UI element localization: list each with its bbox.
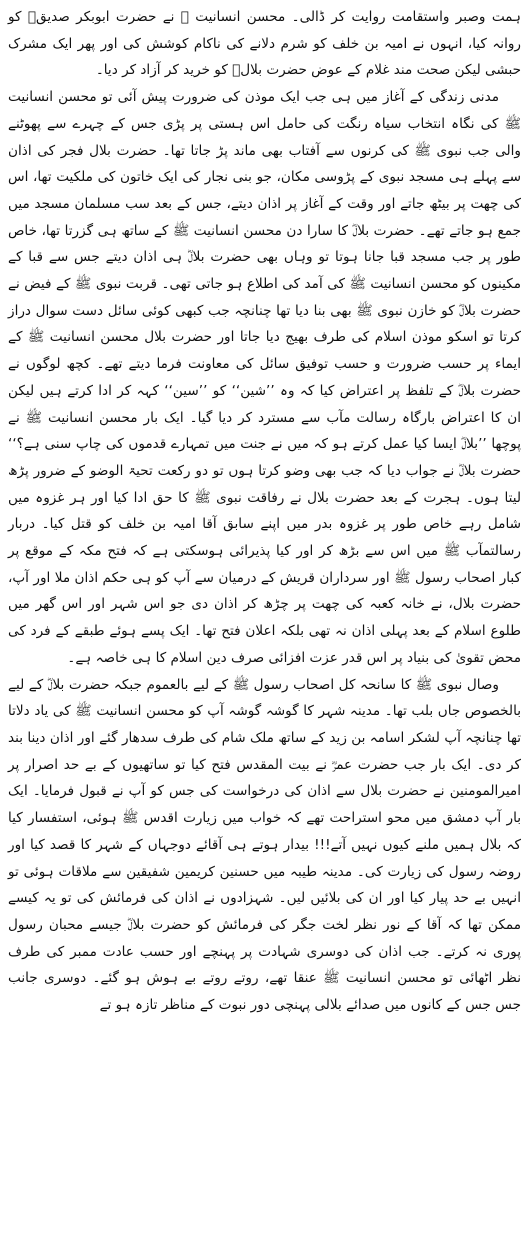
paragraph-1: ہمت وصبر واستقامت روایت کر ڈالی۔ محسن انسانیت ﷺ نے حضرت ابوبکر صدیقؓ کو روانہ کیا، انہوں نے امیہ بن خلف کو شرم دلانے کی ناکام کوشش کی اور پھر ایک مشرک حبشی لیکن صحت مند غلام کے عوض حضرت بلالؓ کو خرید کر آزاد کر دیا۔ — [8, 9, 521, 79]
paragraph-3: وصال نبوی ﷺ کا سانحہ کل اصحاب رسول ﷺ کے لیے بالعموم جبکہ حضرت بلالؓ کے لیے بالخصوص جاں بلب تھا۔ مدینہ شہر کا گوشہ گوشہ آپ کو محسن انسانیت ﷺ کی یاد دلاتا تھا چنانچہ آپ لشکر اسامہ بن زید کے ساتھ ملک شام کی طرف سدھار گئے اور اذان دینا بند کر دی۔ ایک بار جب حضرت عمرؓ نے بیت المقدس فتح کیا تو ساتھیوں کے بے حد اصرار پر امیرالمومنین نے حضرت بلال سے اذان کی درخواست کی جس کو آپ نے قبول فرمایا۔ ایک بار آپ دمشق میں محو استراحت تھے کہ خواب میں زیارت اقدس ﷺ ہوئی، استفسار کیا کہ بلال ہمیں ملنے کیوں نہیں آتے!!! بیدار ہوتے ہی آقائے دوجہاں کے شہر کا قصد کیا اور روضہ رسول کی زیارت کی۔ مدینہ طیبہ میں حسنین کریمین شفیقین سے ملاقات ہوئی تو انہیں بے حد پیار کیا اور ان کی بلائیں لیں۔ شہزادوں نے اذان کی فرمائش کی تو یہ کیسے ممکن تھا کہ آقا کے نور نظر لخت جگر کی فرمائش کو حضرت بلالؓ جیسے محبان رسول پوری نہ کرتے۔ جب اذان کی دوسری شہادت پر پہنچے اور حسب عادت ممبر کی طرف نظر اٹھائی تو محسن انسانیت ﷺ عنقا تھے، روتے روتے بے ہوش ہو گئے۔ دوسری جانب جس جس کے کانوں میں صدائے بلالی پہنچی دور نبوت کے مناظر تازہ ہو تے — [8, 676, 521, 1014]
paragraph-2: مدنی زندگی کے آغاز میں ہی جب ایک موذن کی ضرورت پیش آئی تو محسن انسانیت ﷺ کی نگاہ انتخاب سیاہ رنگت کی حامل اس ہستی پر پڑی جس کے چہرے سے پھوٹنے والی جب نبوی ﷺ کی کرنوں سے آفتاب بھی ماند پڑ جاتا تھا۔ حضرت بلال فجر کی اذان سے پہلے ہی مسجد نبوی کے پڑوسی مکان، جو بنی نجار کی ایک خاتون کی ملکیت تھا، اس کی چھت پر بیٹھ جاتے اور وقت کے آغاز پر اذان دیتے، جس کے بعد سب مسلمان مسجد میں جمع ہو جاتے تھے۔ حضرت بلالؓ کا سارا دن محسن انسانیت ﷺ کے ساتھ ہی گزرتا تھا، خاص طور پر جب مسجد قبا جانا ہوتا تو وہاں بھی حضرت بلالؓ ہی اذان دیتے جس سے قبا کے مکینوں کو محسن انسانیت ﷺ کی آمد کی اطلاع ہو جاتی تھی۔ قربت نبوی ﷺ کے فیض نے حضرت بلالؓ کو خازن نبوی ﷺ بھی بنا دیا تھا چنانچہ جب کبھی کوئی سائل دست سوال دراز کرتا تو اسکو موذن اسلام کی طرف بھیج دیا جاتا اور حضرت بلال محسن انسانیت ﷺ کے ایماء پر حسب ضرورت و حسب توفیق سائل کی معاونت فرما دیتے تھے۔ کچھ لوگوں نے حضرت بلالؓ کے تلفظ پر اعتراض کیا کہ وہ ’’شین‘‘ کو ’’سین‘‘ کہہ کر ادا کرتے ہیں لیکن ان کا اعتراض بارگاہ رسالت مآب سے مسترد کر دیا گیا۔ ایک بار محسن انسانیت ﷺ نے پوچھا ’’بلالؓ ایسا کیا عمل کرتے ہو کہ میں نے جنت میں تمہارے قدموں کی چاپ سنی ہے؟‘‘ حضرت بلالؓ نے جواب دیا کہ جب بھی وضو کرتا ہوں تو دو رکعت تحیۃ الوضو کے ضرور پڑھ لیتا ہوں۔ ہجرت کے بعد حضرت بلال نے رفاقت نبوی ﷺ کا حق ادا کیا اور ہر غزوہ میں شامل رہے خاص طور پر غزوہ بدر میں اپنے سابق آقا امیہ بن خلف کو قتل کیا۔ دربار رسالتمآب ﷺ میں اس سے بڑھ کر اور کیا پذیرائی ہوسکتی ہے کہ فتح مکہ کے موقع پر کبار اصحاب رسول ﷺ اور سرداران قریش کے درمیان سے آپ کو ہی حکم اذان ملا اور آپ، حضرت بلال، نے خانہ کعبہ کی چھت پر چڑھ کر اذان دی جو اس شہر اور اس گھر میں طلوع اسلام کے بعد پہلی اذان نہ تھی بلکہ اعلان فتح تھا۔ ایک پسے ہوئے طبقے کے فرد کی محض تقویٰ کی بنیاد پر اس قدر عزت افزائی صرف دین اسلام کا ہی خاصہ ہے۔ — [8, 89, 521, 666]
